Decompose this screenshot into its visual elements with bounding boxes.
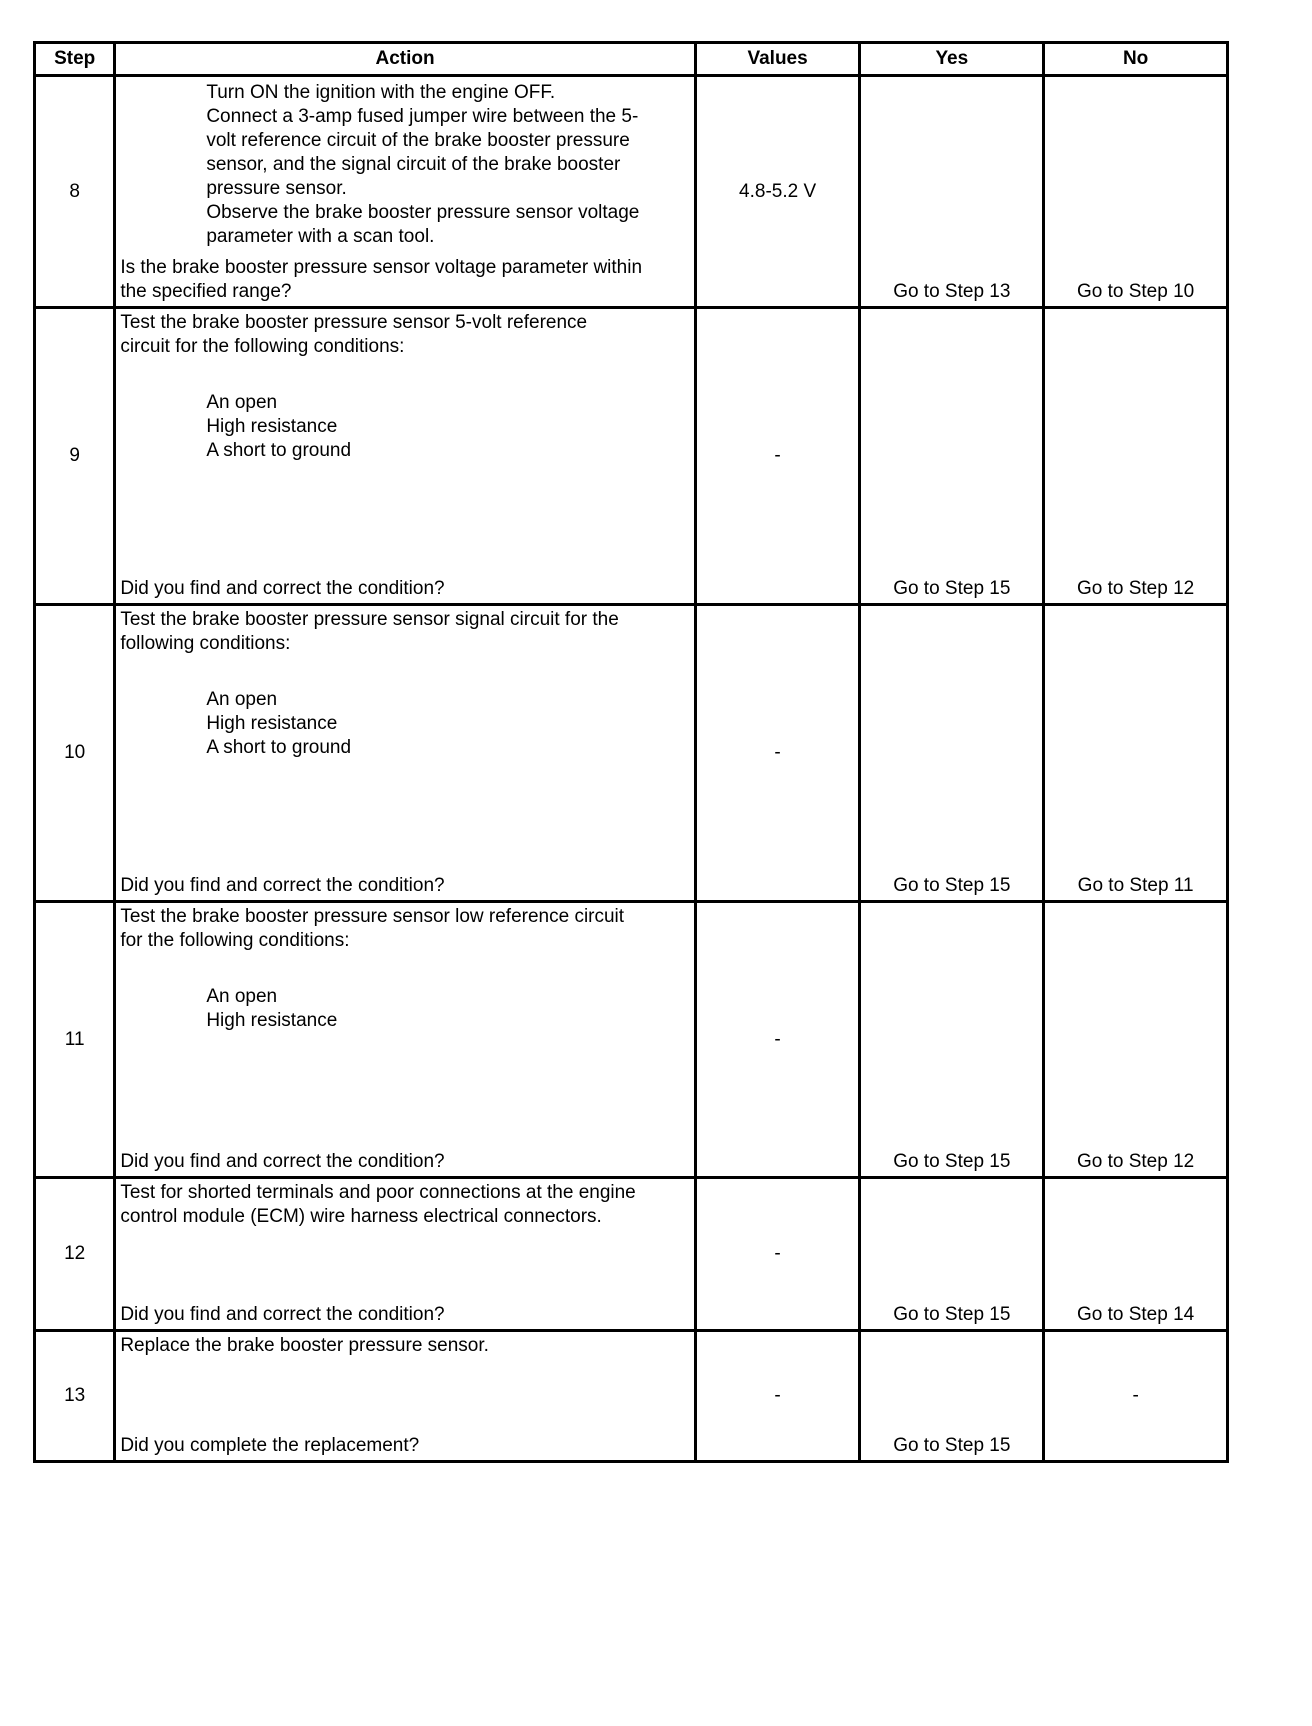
action-step-line: Observe the brake booster pressure sensor voltage: [206, 202, 640, 223]
question-line: Did you find and correct the condition?: [120, 578, 445, 599]
action-intro-line: following conditions:: [120, 633, 291, 654]
action-text-block: [116, 309, 693, 463]
action-text-block: [116, 1332, 693, 1358]
table-row: [35, 76, 1228, 308]
action-step-line: A short to ground: [206, 737, 352, 758]
action-intro: [120, 905, 689, 953]
action-intro-line: circuit for the following conditions:: [120, 336, 405, 357]
step-number: 12: [35, 1178, 115, 1331]
step-number: 11: [35, 902, 115, 1178]
action-cell: [115, 1331, 695, 1462]
action-step-line: High resistance: [206, 416, 338, 437]
step-number: 13: [35, 1331, 115, 1462]
action-intro-line: control module (ECM) wire harness electrical connectors.: [120, 1206, 602, 1227]
action-steps-list: [120, 389, 689, 463]
action-intro-line: Test the brake booster pressure sensor low reference circuit: [120, 906, 625, 927]
spacer: [120, 953, 689, 983]
action-steps-list: [120, 79, 689, 249]
values-cell: -: [695, 605, 860, 902]
values-cell: -: [695, 308, 860, 605]
yes-cell: Go to Step 15: [860, 308, 1044, 605]
values-cell: -: [695, 902, 860, 1178]
action-text-block: [116, 903, 693, 1033]
table-row: [35, 605, 1228, 902]
action-step-line: pressure sensor.: [206, 178, 347, 199]
no-cell: Go to Step 14: [1044, 1178, 1228, 1331]
question-line: Did you find and correct the condition?: [120, 1151, 445, 1172]
action-content: [116, 1332, 693, 1460]
action-question: [116, 874, 693, 900]
values-cell: -: [695, 1331, 860, 1462]
values-cell: 4.8-5.2 V: [695, 76, 860, 308]
diagnostic-table: [33, 41, 1229, 1463]
table-row: [35, 308, 1228, 605]
action-intro: [120, 608, 689, 656]
action-step-line: volt reference circuit of the brake booster pressure: [206, 130, 630, 151]
action-steps-list: [120, 686, 689, 760]
action-step-line: An open: [206, 689, 278, 710]
action-question: [116, 577, 693, 603]
spacer: [120, 359, 689, 389]
no-cell: -: [1044, 1331, 1228, 1462]
step-number: 8: [35, 76, 115, 308]
header-step: Step: [35, 43, 115, 76]
action-step-line: An open: [206, 986, 278, 1007]
question-line: the specified range?: [120, 281, 292, 302]
yes-cell: Go to Step 15: [860, 605, 1044, 902]
action-step-line: An open: [206, 392, 278, 413]
action-step-line: A short to ground: [206, 440, 352, 461]
no-cell: Go to Step 10: [1044, 76, 1228, 308]
no-cell: Go to Step 11: [1044, 605, 1228, 902]
action-step-line: High resistance: [206, 713, 338, 734]
action-step-line: sensor, and the signal circuit of the brake booster: [206, 154, 621, 175]
action-content: [116, 1179, 693, 1329]
step-number: 10: [35, 605, 115, 902]
action-cell: [115, 902, 695, 1178]
yes-cell: Go to Step 15: [860, 902, 1044, 1178]
action-step-line: Turn ON the ignition with the engine OFF.: [206, 82, 556, 103]
values-cell: -: [695, 1178, 860, 1331]
action-steps-list: [120, 983, 689, 1033]
table-row: [35, 1178, 1228, 1331]
table-row: [35, 902, 1228, 1178]
question-line: Did you complete the replacement?: [120, 1435, 420, 1456]
header-no: No: [1044, 43, 1228, 76]
question-line: Did you find and correct the condition?: [120, 1304, 445, 1325]
action-content: [116, 903, 693, 1176]
yes-cell: Go to Step 15: [860, 1331, 1044, 1462]
action-intro-line: Replace the brake booster pressure sensor.: [120, 1335, 489, 1356]
action-intro: [120, 311, 689, 359]
action-cell: [115, 605, 695, 902]
spacer: [120, 656, 689, 686]
table-row: [35, 1331, 1228, 1462]
action-text-block: [116, 606, 693, 760]
action-intro-line: Test the brake booster pressure sensor 5-volt reference: [120, 312, 588, 333]
action-content: [116, 309, 693, 603]
action-step-line: Connect a 3-amp fused jumper wire between the 5-: [206, 106, 639, 127]
no-cell: Go to Step 12: [1044, 902, 1228, 1178]
action-content: [116, 77, 693, 306]
action-question: [116, 1434, 693, 1460]
action-question: [116, 1303, 693, 1329]
action-intro-line: Test for shorted terminals and poor connections at the engine: [120, 1182, 636, 1203]
action-intro-line: Test the brake booster pressure sensor signal circuit for the: [120, 609, 619, 630]
action-intro: [120, 1181, 689, 1229]
action-cell: [115, 308, 695, 605]
header-yes: Yes: [860, 43, 1044, 76]
action-question: [116, 1150, 693, 1176]
question-line: Did you find and correct the condition?: [120, 875, 445, 896]
action-cell: [115, 76, 695, 308]
yes-cell: Go to Step 15: [860, 1178, 1044, 1331]
action-step-line: parameter with a scan tool.: [206, 226, 435, 247]
header-row: [35, 43, 1228, 76]
action-text-block: [116, 1179, 693, 1229]
action-intro-line: for the following conditions:: [120, 930, 350, 951]
header-values: Values: [695, 43, 860, 76]
question-line: Is the brake booster pressure sensor voltage parameter within: [120, 257, 643, 278]
header-action: Action: [115, 43, 695, 76]
action-intro: [120, 1334, 689, 1358]
table-body: [35, 76, 1228, 1462]
action-question: [116, 256, 693, 306]
action-text-block: [116, 77, 693, 249]
action-step-line: High resistance: [206, 1010, 338, 1031]
no-cell: Go to Step 12: [1044, 308, 1228, 605]
step-number: 9: [35, 308, 115, 605]
action-cell: [115, 1178, 695, 1331]
yes-cell: Go to Step 13: [860, 76, 1044, 308]
action-content: [116, 606, 693, 900]
